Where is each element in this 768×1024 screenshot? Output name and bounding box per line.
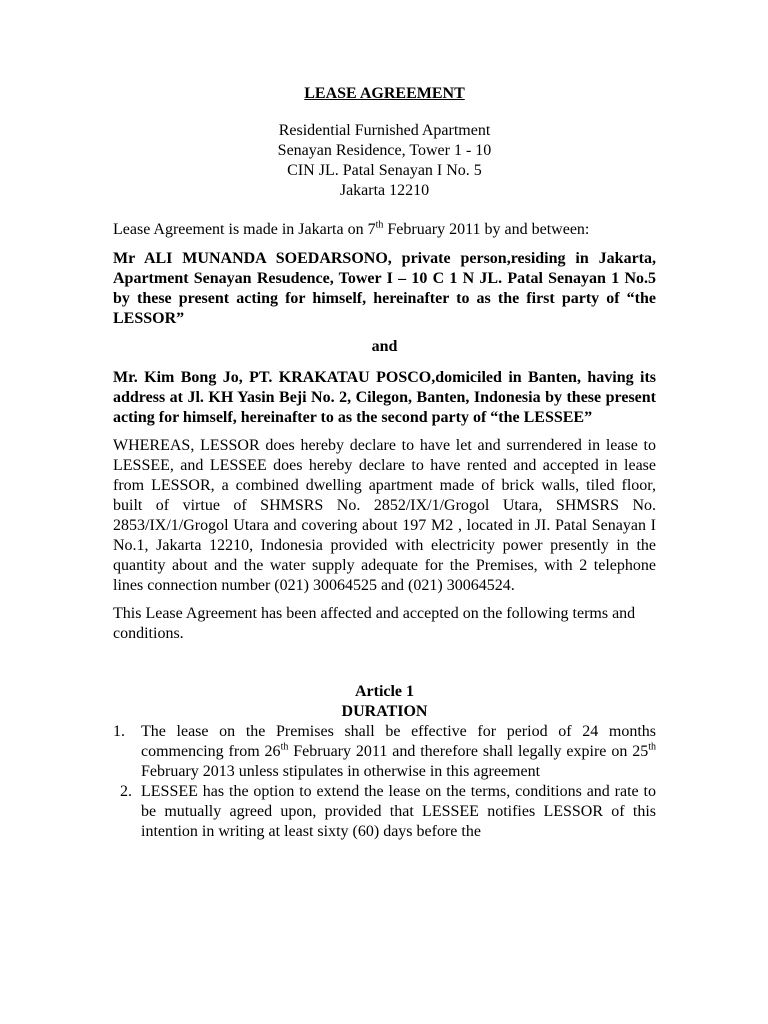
address-line: CIN JL. Patal Senayan I No. 5	[287, 162, 482, 179]
document-page	[113, 84, 656, 842]
list-item	[113, 722, 656, 782]
article-number: Article 1	[354, 683, 415, 700]
property-address	[113, 121, 656, 201]
affected-paragraph: This Lease Agreement has been affected and accepted on the following terms and conditions.	[113, 605, 636, 642]
intro-text-end: February 2011 by and between:	[383, 221, 590, 238]
intro-superscript: th	[375, 219, 384, 231]
lessee-paragraph: Mr. Kim Bong Jo, PT. KRAKATAU POSCO,domiciled in Banten, having its address at Jl. KH Yasin Beji No. 2, Cilegon, Banten, Indonesia by these present acting for himself, hereinafter to as the second party of “the LESSEE”	[113, 369, 656, 426]
article-heading: DURATION	[341, 703, 428, 720]
document-title: LEASE AGREEMENT	[304, 85, 465, 102]
intro-line	[113, 220, 656, 240]
address-line: Residential Furnished Apartment	[278, 122, 491, 139]
lessor-paragraph: Mr ALI MUNANDA SOEDARSONO, private person,residing in Jakarta, Apartment Senayan Resudence, Tower I – 10 C 1 N JL. Patal Senayan 1 No.5 by these present acting for himself, hereinafter to as the first party of “the LESSOR”	[113, 250, 656, 327]
and-separator: and	[371, 338, 398, 355]
list-item-number: 2.	[120, 783, 132, 800]
list-item-text: LESSEE has the option to extend the lease on the terms, conditions and rate to be mutually agreed upon, provided that LESSEE notifies LESSOR of this intention in writing at least sixty (60) days before the	[141, 783, 656, 840]
list-item-text: The lease on the Premises shall be effective for period of 24 months commencing from 26	[141, 723, 656, 760]
intro-text-start: Lease Agreement is made in Jakarta on 7	[113, 221, 376, 238]
list-item-superscript: th	[280, 741, 289, 753]
address-line: Senayan Residence, Tower 1 - 10	[277, 142, 492, 159]
list-item	[113, 782, 656, 842]
list-item-number: 1.	[113, 723, 125, 740]
address-line: Jakarta 12210	[339, 182, 430, 199]
list-item-superscript: th	[648, 741, 657, 753]
duration-list	[113, 722, 656, 842]
list-item-text: February 2013 unless stipulates in otherwise in this agreement	[141, 763, 541, 780]
whereas-paragraph: WHEREAS, LESSOR does hereby declare to have let and surrendered in lease to LESSEE, and LESSEE does hereby declare to have rented and accepted in lease from LESSOR, a combined dwelling apartment made of brick walls, tiled floor, built of virtue of SHMSRS No. 2852/IX/1/Grogol Utara, SHMSRS No. 2853/IX/1/Grogol Utara and covering about 197 M2 , located in JI. Patal Senayan I No.1, Jakarta 12210, Indonesia provided with electricity power presently in the quantity about and the water supply adequate for the Premises, with 2 telephone lines connection number (021) 30064525 and (021) 30064524.	[113, 437, 656, 594]
list-item-text: February 2011 and therefore shall legally expire on 25	[288, 743, 649, 760]
